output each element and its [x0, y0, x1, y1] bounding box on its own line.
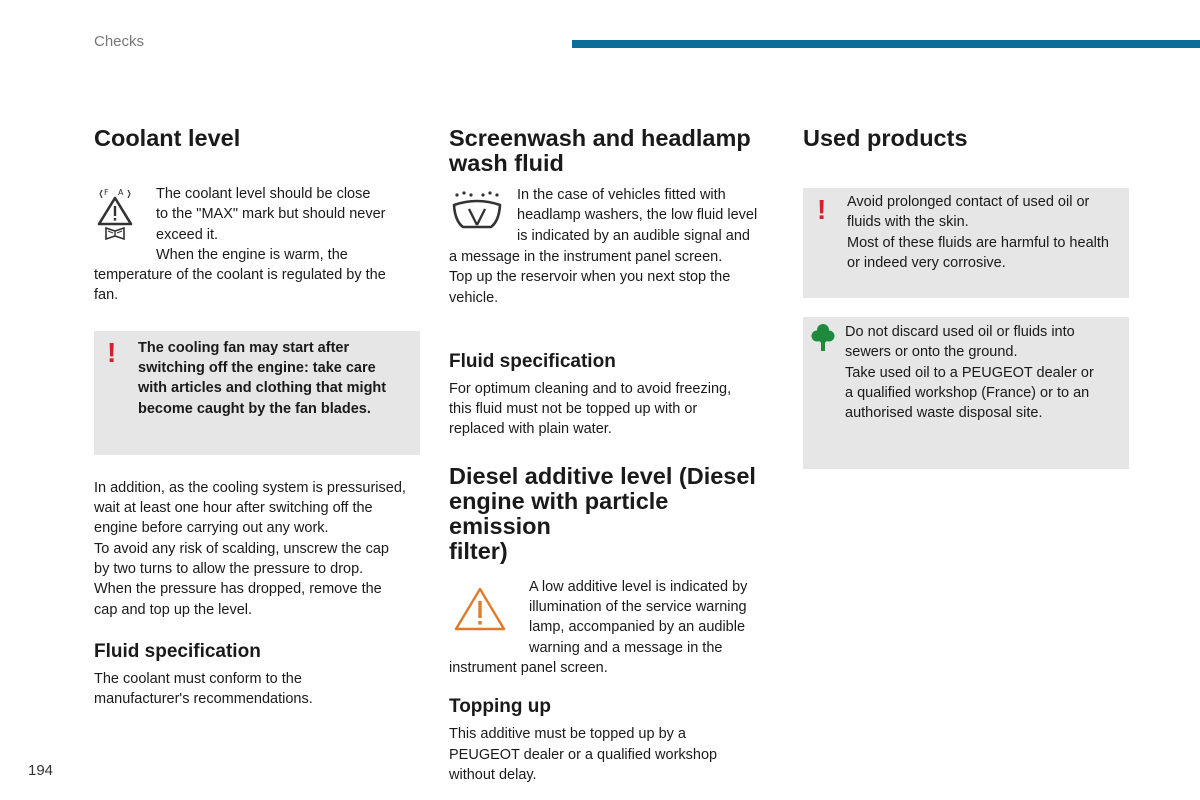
- coolant-section: [94, 126, 420, 709]
- diesel-title: Diesel additive level (Diesel engine with particle emission filter): [449, 462, 756, 564]
- screenwash-spec-text: For optimum cleaning and to avoid freezing, this fluid must not be topped up with or replaced with plain water.: [449, 380, 732, 438]
- used-products-environment-box: [803, 317, 1129, 469]
- header-accent-bar: [572, 40, 1200, 48]
- header-section-label: Checks: [94, 33, 145, 50]
- exclamation-icon: !: [107, 336, 117, 368]
- coolant-title: Coolant level: [94, 125, 241, 151]
- coolant-intro-tail: temperature of the coolant is regulated by the fan.: [94, 267, 386, 304]
- washer-fluid-icon: [449, 187, 517, 247]
- screenwash-intro-tail: a message in the instrument panel screen. Top up the reservoir when you next stop the vehicle.: [449, 249, 731, 306]
- svg-text:F: F: [104, 188, 109, 197]
- coolant-spec-title: Fluid specification: [94, 640, 261, 662]
- used-products-environment-text: Do not discard used oil or fluids into sewers or onto the ground. Take used oil to a PEUGEOT dealer or a qualified workshop (France) or to an authorised waste disposal site.: [845, 324, 1094, 422]
- coolant-spec-text: The coolant must conform to the manufacturer's recommendations.: [94, 670, 313, 708]
- diesel-intro-text: A low additive level is indicated by illumination of the service warning lamp, accompanied by an audible warning and a message in the instrument panel screen.: [449, 578, 748, 676]
- coolant-fan-warning-box: [94, 331, 420, 455]
- screenwash-title: Screenwash and headlamp wash fluid: [449, 125, 751, 176]
- used-products-title: Used products: [803, 125, 968, 151]
- tree-icon: [811, 323, 835, 358]
- diesel-topup-title: Topping up: [449, 696, 551, 718]
- used-products-section: [803, 126, 1129, 469]
- screenwash-section: [449, 126, 775, 785]
- coolant-level-icon: [94, 186, 156, 248]
- screenwash-intro-text: In the case of vehicles fitted with headlamp washers, the low fluid level is indicated by an audible signal and: [517, 187, 758, 244]
- diesel-topup-text: This additive must be topped up by a PEUGEOT dealer or a qualified workshop without delay.: [449, 726, 718, 783]
- coolant-pressure-text: In addition, as the cooling system is pressurised, wait at least one hour after switching off the engine before carrying out any work. To avoid any risk of scalding, unscrew the cap by two turns to allow the pressure to drop. When the pressure has dropped, remove the cap and top up the level.: [94, 479, 406, 618]
- warning-triangle-icon: [449, 577, 529, 657]
- used-products-warning-box: [803, 188, 1129, 298]
- svg-text:A: A: [118, 188, 124, 197]
- coolant-intro-text: The coolant level should be close to the "MAX" mark but should never exceed it. When the engine is warm, the: [156, 186, 386, 263]
- page-number: 194: [28, 762, 54, 779]
- screenwash-spec-title: Fluid specification: [449, 350, 616, 372]
- used-products-warning-text: Avoid prolonged contact of used oil or fluids with the skin. Most of these fluids are harmful to health or indeed very corrosive.: [847, 194, 1109, 271]
- exclamation-icon: !: [817, 194, 827, 225]
- coolant-fan-warning-text: The cooling fan may start after switching off the engine: take care with articles and clothing that might become caught by the fan blades.: [138, 339, 387, 417]
